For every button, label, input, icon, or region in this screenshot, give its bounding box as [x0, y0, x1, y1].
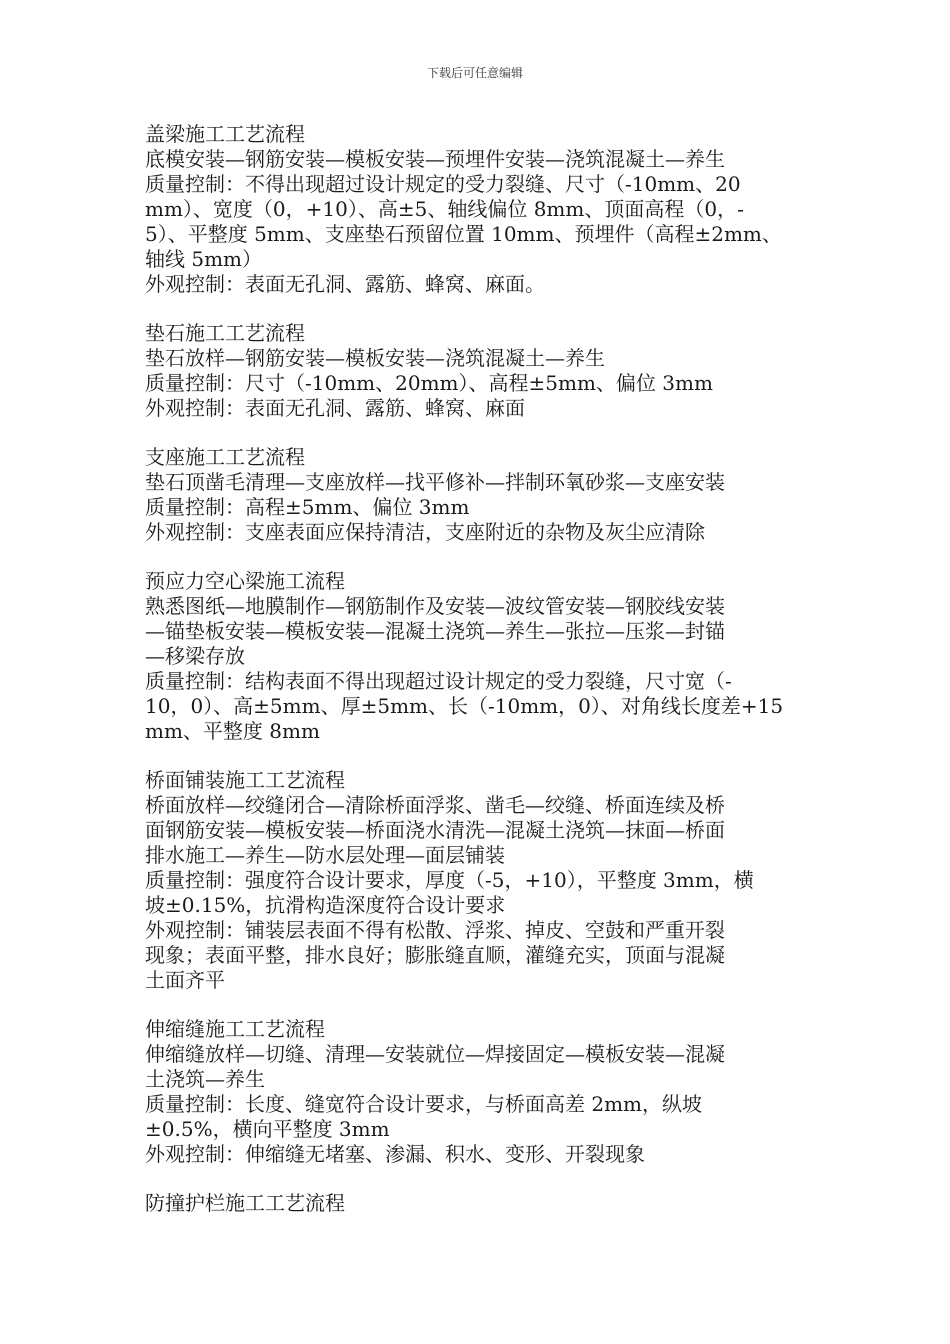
section-title: 盖梁施工工艺流程: [145, 122, 305, 146]
body-line: 伸缩缝放样—切缝、清理—安装就位—焊接固定—模板安装—混凝: [145, 1042, 725, 1066]
body-line: 面钢筋安装—模板安装—桥面浇水清洗—混凝土浇筑—抹面—桥面: [145, 818, 725, 842]
section-bearing: [145, 445, 815, 545]
body-line: 外观控制：伸缩缝无堵塞、渗漏、积水、变形、开裂现象: [145, 1142, 645, 1166]
body-line: 质量控制：不得出现超过设计规定的受力裂缝、尺寸（-10mm、20: [145, 172, 741, 196]
body-line: 现象；表面平整，排水良好；膨胀缝直顺，灌缝充实，顶面与混凝: [145, 943, 725, 967]
section-expansion-joint: [145, 1017, 815, 1167]
body-line: 熟悉图纸—地膜制作—钢筋制作及安装—波纹管安装—钢胶线安装: [145, 594, 725, 618]
body-line: —锚垫板安装—模板安装—混凝土浇筑—养生—张拉—压浆—封锚: [145, 619, 725, 643]
body-line: 外观控制：表面无孔洞、露筋、蜂窝、麻面: [145, 396, 525, 420]
section-crash-barrier: [145, 1191, 815, 1216]
section-title: 垫石施工工艺流程: [145, 321, 305, 345]
body-line: 10，0）、高±5mm、厚±5mm、长（-10mm，0）、对角线长度差+15: [145, 694, 784, 718]
body-line: 外观控制：表面无孔洞、露筋、蜂窝、麻面。: [145, 272, 545, 296]
page-header-note: 下载后可任意编辑: [426, 66, 523, 80]
body-line: 垫石放样—钢筋安装—模板安装—浇筑混凝土—养生: [145, 346, 605, 370]
section-capping-beam: [145, 122, 815, 297]
body-line: —移梁存放: [145, 644, 245, 668]
body-line: 土浇筑—养生: [145, 1067, 265, 1091]
document-body: [145, 122, 815, 1240]
section-title: 支座施工工艺流程: [145, 445, 305, 469]
body-line: 质量控制：高程±5mm、偏位 3mm: [145, 495, 470, 519]
body-line: 桥面放样—绞缝闭合—清除桥面浮浆、凿毛—绞缝、桥面连续及桥: [145, 793, 725, 817]
body-line: 垫石顶凿毛清理—支座放样—找平修补—拌制环氧砂浆—支座安装: [145, 470, 725, 494]
body-line: 5）、平整度 5mm、支座垫石预留位置 10mm、预埋件（高程±2mm、: [145, 222, 782, 246]
body-line: 质量控制：结构表面不得出现超过设计规定的受力裂缝，尺寸宽（-: [145, 669, 732, 693]
body-line: 排水施工—养生—防水层处理—面层铺装: [145, 843, 505, 867]
body-line: 轴线 5mm）: [145, 247, 263, 271]
body-line: mm、平整度 8mm: [145, 719, 320, 743]
body-line: 外观控制：铺装层表面不得有松散、浮浆、掉皮、空鼓和严重开裂: [145, 918, 725, 942]
body-line: 土面齐平: [145, 968, 225, 992]
body-line: 质量控制：强度符合设计要求，厚度（-5，+10），平整度 3mm，横: [145, 868, 754, 892]
section-prestressed-hollow-beam: [145, 569, 815, 744]
body-line: 坡±0.15%，抗滑构造深度符合设计要求: [145, 893, 506, 917]
section-title: 桥面铺装施工工艺流程: [145, 768, 345, 792]
section-title: 防撞护栏施工工艺流程: [145, 1191, 345, 1215]
body-line: 外观控制：支座表面应保持清洁，支座附近的杂物及灰尘应清除: [145, 520, 705, 544]
section-pad-stone: [145, 321, 815, 421]
section-deck-paving: [145, 768, 815, 993]
body-line: 质量控制：长度、缝宽符合设计要求，与桥面高差 2mm，纵坡: [145, 1092, 703, 1116]
body-line: 质量控制：尺寸（-10mm、20mm）、高程±5mm、偏位 3mm: [145, 371, 713, 395]
body-line: 底模安装—钢筋安装—模板安装—预埋件安装—浇筑混凝土—养生: [145, 147, 725, 171]
body-line: mm）、宽度（0，+10）、高±5、轴线偏位 8mm、顶面高程（0，-: [145, 197, 744, 221]
section-title: 预应力空心梁施工流程: [145, 569, 345, 593]
section-title: 伸缩缝施工工艺流程: [145, 1017, 325, 1041]
body-line: ±0.5%，横向平整度 3mm: [145, 1117, 390, 1141]
